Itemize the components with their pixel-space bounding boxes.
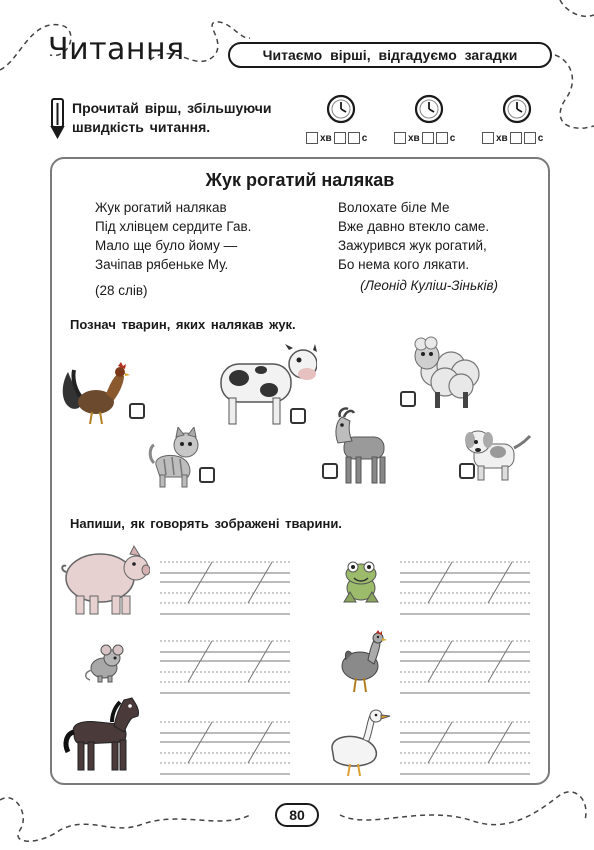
poem-line: Зачіпав рябеньке Му. xyxy=(95,257,229,272)
task-write-sounds: Напиши, як говорять зображені тварини. xyxy=(70,516,342,531)
poem-line: Бо нема кого лякати. xyxy=(338,257,470,272)
writing-line-set[interactable] xyxy=(160,722,290,774)
poem-line: Вже давно втекло саме. xyxy=(338,219,490,234)
poem-line: Волохате біле Ме xyxy=(338,200,450,215)
seconds-label: с xyxy=(537,132,544,144)
task-mark-animals: Познач тварин, яких налякав жук. xyxy=(70,317,296,332)
poem-author: (Леонід Куліш-Зіньків) xyxy=(360,278,498,293)
minutes-label: хв xyxy=(320,132,332,144)
minutes-label: хв xyxy=(496,132,508,144)
writing-line-set[interactable] xyxy=(160,641,290,693)
page-number: 80 xyxy=(275,803,319,827)
poem-line: Зажурився жук рогатий, xyxy=(338,238,487,253)
poem-line: Жук рогатий налякав xyxy=(95,200,227,215)
poem-title: Жук рогатий налякав xyxy=(205,170,395,190)
writing-line-set[interactable] xyxy=(400,641,530,693)
poem-line: Мало ще було йому — xyxy=(95,238,238,253)
writing-line-set[interactable] xyxy=(400,562,530,614)
topic-banner: Читаємо вірші, відгадуємо загадки xyxy=(228,42,552,68)
seconds-label: с xyxy=(449,132,456,144)
writing-line-set[interactable] xyxy=(160,562,290,614)
poem-line: Під хлівцем сердите Гав. xyxy=(95,219,252,234)
word-count: (28 слів) xyxy=(95,283,148,298)
seconds-label: с xyxy=(361,132,368,144)
writing-line-set[interactable] xyxy=(400,722,530,774)
minutes-label: хв xyxy=(408,132,420,144)
reading-instruction: Прочитай вірш, збільшуючи швидкість читання. xyxy=(72,100,272,135)
page-title: Читання xyxy=(48,32,185,67)
